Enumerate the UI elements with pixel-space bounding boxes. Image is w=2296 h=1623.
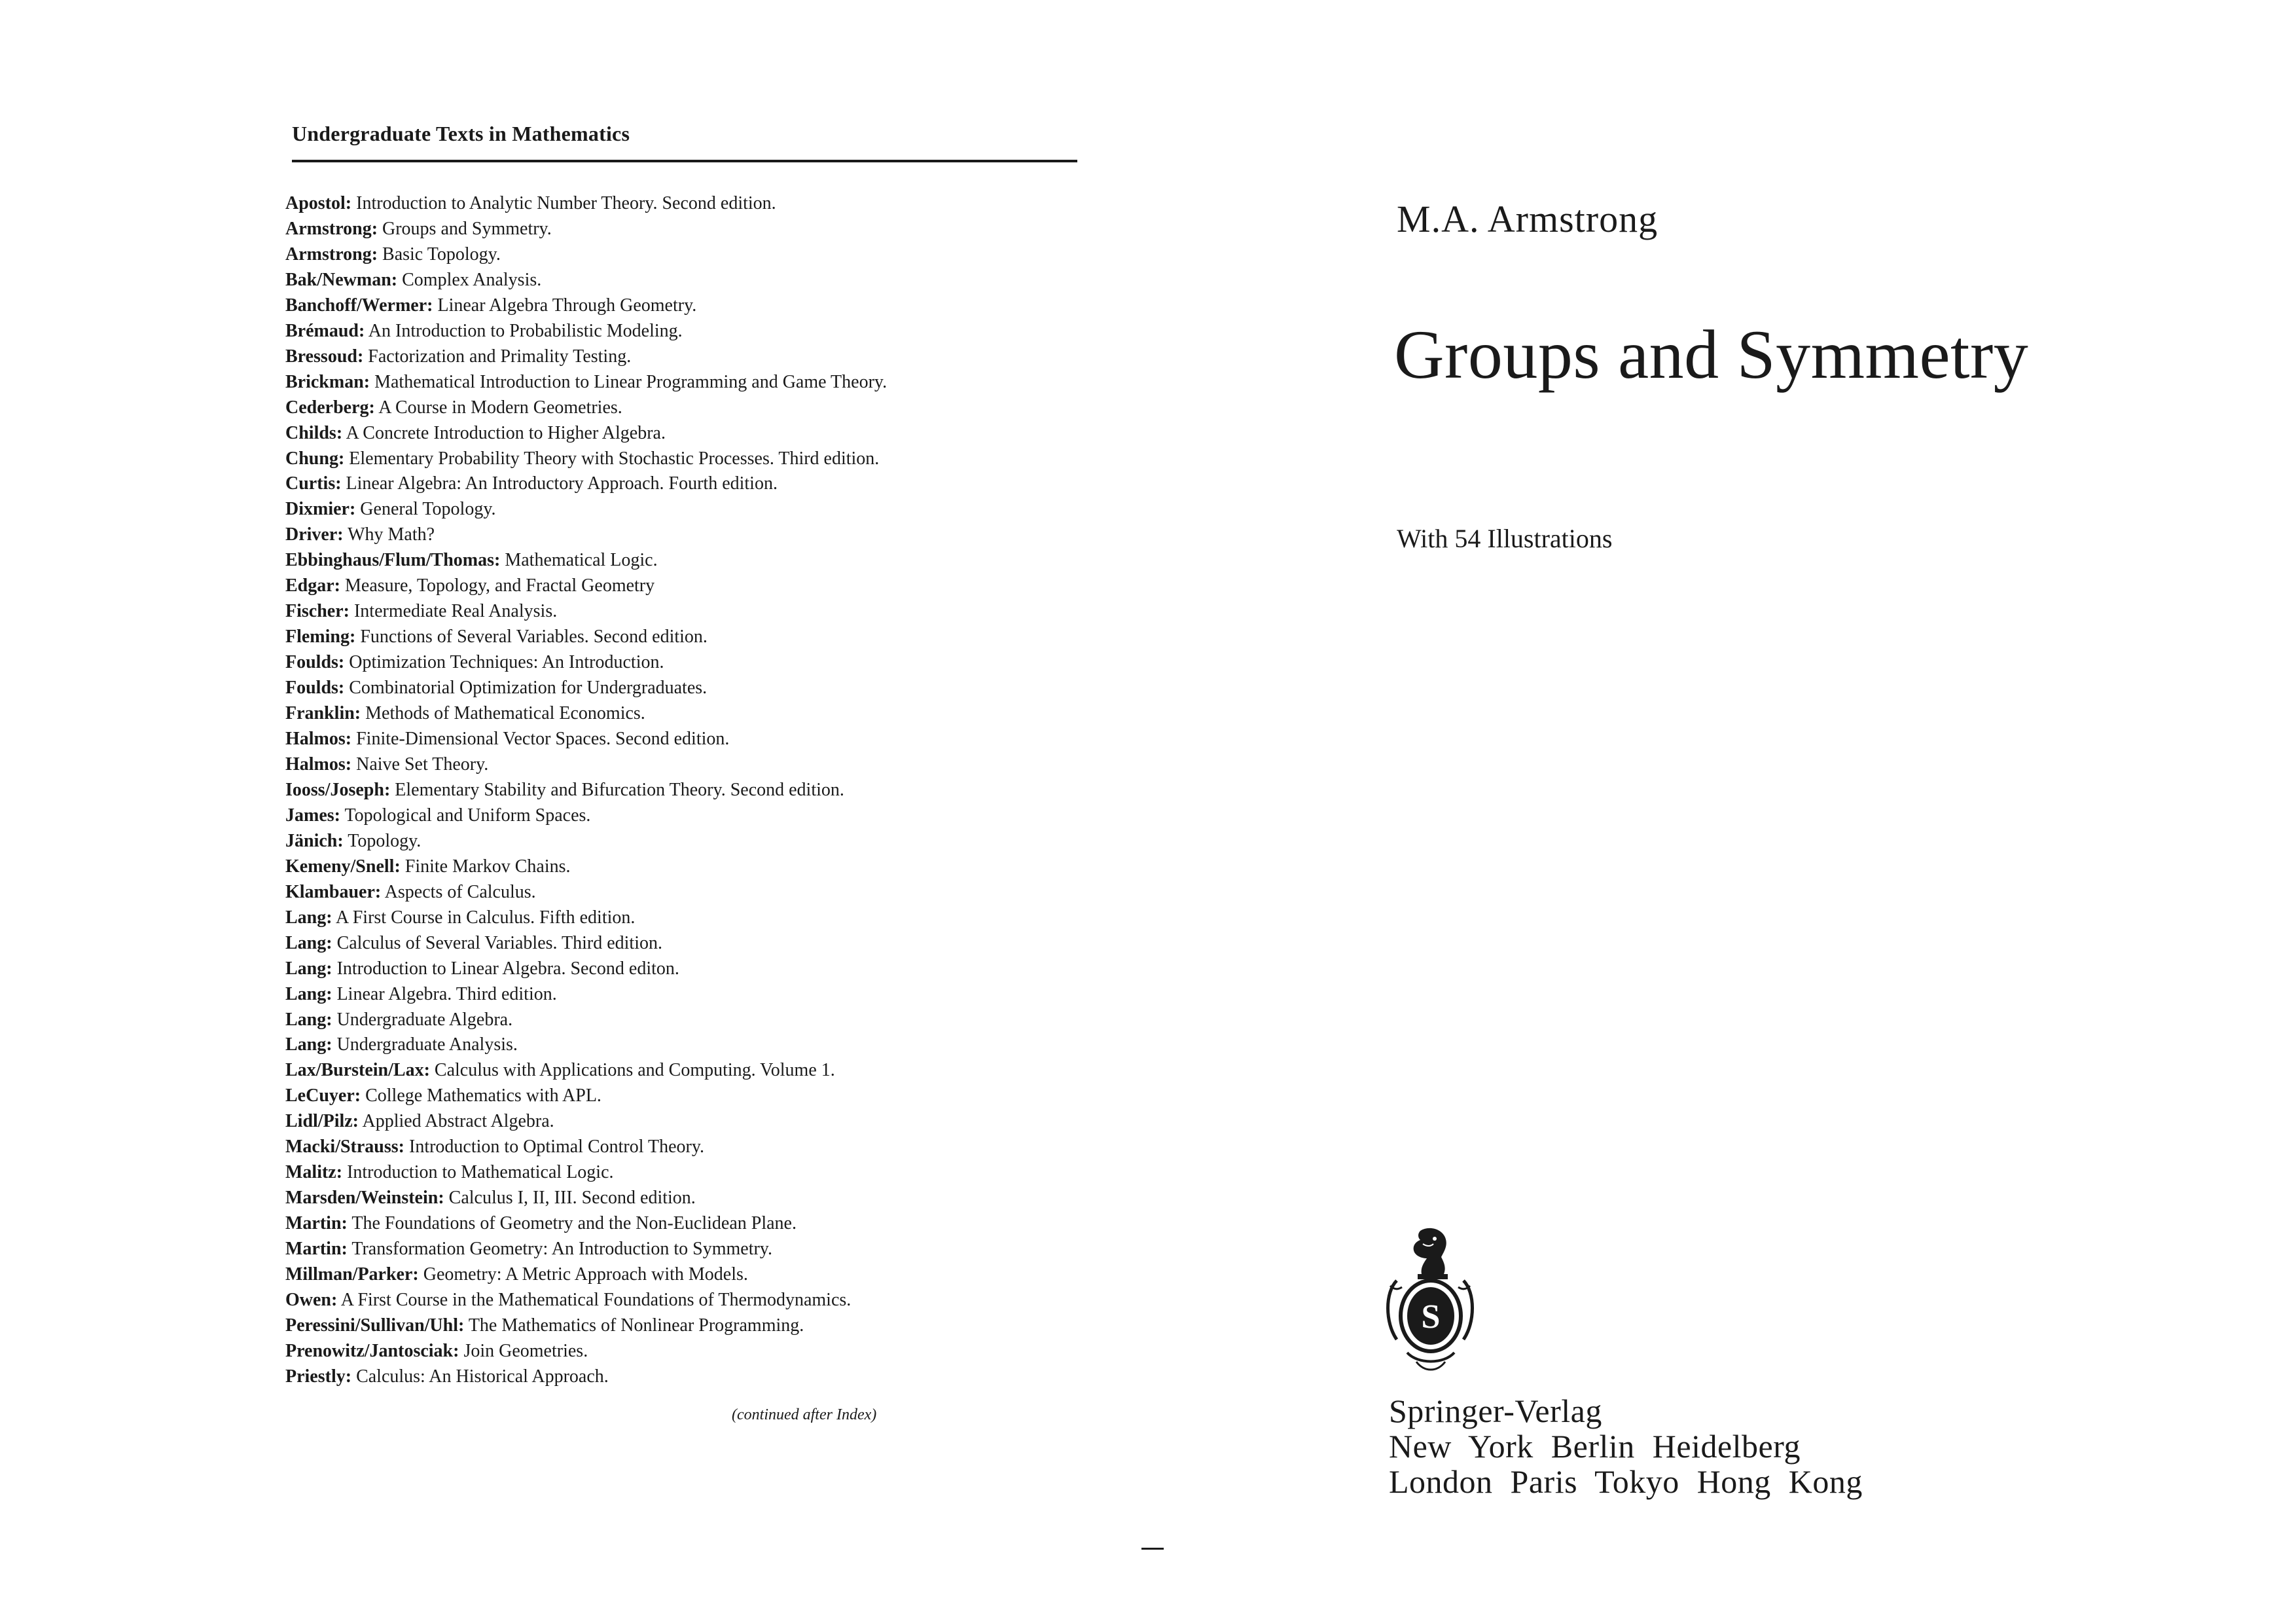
book-list-item [285,625,1136,650]
book-list-item [285,1211,1136,1237]
book-list-item [285,370,1136,395]
book-list-item [285,421,1136,447]
book-list-title: Finite Markov Chains. [404,856,571,877]
book-list-title: Optimization Techniques: An Introduction. [349,652,664,673]
book-list-author: Driver: [285,524,344,545]
book-list-title: Undergraduate Analysis. [336,1034,518,1055]
book-list-item [285,905,1136,931]
publisher-cities-line-2: London Paris Tokyo Hong Kong [1389,1463,1863,1500]
book-list-title: Complex Analysis. [402,269,542,290]
book-list-item [285,344,1136,370]
book-list-author: Lang: [285,932,332,953]
book-list-title: Introduction to Optimal Control Theory. [409,1137,705,1158]
book-list-title: Elementary Stability and Bifurcation Theory. Second edition. [395,779,844,800]
book-list-title: Combinatorial Optimization for Undergraduates. [349,678,708,699]
publisher-name: Springer-Verlag [1389,1393,1602,1429]
book-list-title: Calculus of Several Variables. Third edition. [336,932,662,953]
illustrations-note: With 54 Illustrations [1397,524,1613,553]
book-list-item [285,217,1136,242]
book-list-item [285,1032,1136,1058]
book-list-author: Malitz: [285,1162,343,1183]
book-list-author: Halmos: [285,754,352,775]
book-list-item [285,1313,1136,1339]
book-list-title: Topology. [348,830,422,851]
book-list-author: Foulds: [285,652,345,673]
book-list-author: Iooss/Joseph: [285,779,391,800]
book-list-author: James: [285,805,340,826]
book-list-author: Bak/Newman: [285,269,398,290]
book-list-title: Linear Algebra Through Geometry. [437,295,697,316]
book-list-item [285,395,1136,421]
book-list-item [285,293,1136,319]
book-list-title: A Concrete Introduction to Higher Algebra. [346,422,666,443]
book-list-item [285,319,1136,344]
book-list-author: Childs: [285,422,343,443]
book-list-title: Transformation Geometry: An Introduction to Symmetry. [351,1239,772,1260]
book-list-author: Brémaud: [285,320,365,341]
book-list-item [285,242,1136,268]
book-list-author: Lang: [285,907,332,928]
book-list-item [285,931,1136,957]
book-list-author: Lang: [285,983,332,1004]
book-list-title: Undergraduate Algebra. [336,1009,513,1030]
book-list-author: Armstrong: [285,218,378,239]
book-list-item [285,1084,1136,1109]
book-list-item [285,1008,1136,1033]
book-title: Groups and Symmetry [1394,316,2029,393]
book-list-item [285,957,1136,982]
book-list-title: Why Math? [348,524,435,545]
book-list-author: Jänich: [285,830,344,851]
book-list-author: Martin: [285,1239,348,1260]
book-list-title: An Introduction to Probabilistic Modeling. [368,320,683,341]
book-list-title: A First Course in Calculus. Fifth edition. [336,907,636,928]
book-list-author: Prenowitz/Jantosciak: [285,1340,459,1361]
book-list-author: Bressoud: [285,346,364,367]
book-list-title: Linear Algebra. Third edition. [336,983,557,1004]
book-list-item [285,447,1136,472]
book-list-author: Brickman: [285,371,370,392]
book-list-title: Finite-Dimensional Vector Spaces. Second edition. [356,729,730,750]
book-list-item [285,471,1136,497]
book-list-author: Priestly: [285,1366,352,1387]
book-list-item [285,650,1136,676]
book-list-item [285,599,1136,625]
book-list-item [285,701,1136,727]
book-list-author: Macki/Strauss: [285,1137,404,1158]
book-list-author: Fleming: [285,627,356,647]
book-list-title: Naive Set Theory. [356,754,489,775]
book-list-item [285,982,1136,1008]
book-list-author: Lang: [285,1009,332,1030]
book-list-title: Factorization and Primality Testing. [368,346,632,367]
book-list-item [285,268,1136,293]
book-list-author: Lang: [285,958,332,979]
book-list-item [285,1288,1136,1313]
book-list-author: Lax/Burstein/Lax: [285,1060,430,1081]
page-divider-mark [1141,1548,1164,1550]
book-list-author: Klambauer: [285,881,382,902]
book-list-title: Aspects of Calculus. [384,881,536,902]
book-list-author: Armstrong: [285,244,378,264]
publisher-block [1389,1393,1863,1499]
series-title: Undergraduate Texts in Mathematics [292,122,630,145]
book-list-item [285,854,1136,880]
book-list-item [285,829,1136,854]
book-list-title: Introduction to Mathematical Logic. [347,1162,614,1183]
book-list-author: Curtis: [285,473,342,494]
book-list-title: Intermediate Real Analysis. [353,601,558,622]
book-list-author: Chung: [285,448,345,469]
svg-text:S: S [1421,1298,1441,1336]
book-list-title: Linear Algebra: An Introductory Approach. Fourth edition. [346,473,778,494]
springer-knight-logo-icon [1381,1224,1479,1381]
book-list-title: Calculus I, II, III. Second edition. [448,1188,696,1209]
book-list-title: Basic Topology. [382,244,501,264]
book-list-title: Calculus with Applications and Computing. Volume 1. [434,1060,835,1081]
book-list-item [285,1364,1136,1390]
book-list-author: Banchoff/Wermer: [285,295,433,316]
book-list-item [285,1058,1136,1084]
book-list-item [285,676,1136,701]
book-list-author: Cederberg: [285,397,375,418]
book-list-title: Groups and Symmetry. [382,218,552,239]
book-list-author: Dixmier: [285,499,356,520]
book-list-item [285,1135,1136,1160]
book-list-title: Topological and Uniform Spaces. [344,805,591,826]
book-list-item [285,1109,1136,1135]
book-list-item [285,191,1136,217]
book-list-item [285,522,1136,548]
book-list-title: Mathematical Logic. [505,550,658,571]
book-list-item [285,880,1136,905]
book-list-author: Fischer: [285,601,350,622]
book-list-author: Marsden/Weinstein: [285,1188,444,1209]
book-list-title: Methods of Mathematical Economics. [365,703,645,724]
book-list-item [285,574,1136,599]
book-list-title: Applied Abstract Algebra. [362,1111,554,1132]
book-list-author: Kemeny/Snell: [285,856,401,877]
book-list-item [285,497,1136,522]
continued-note: (continued after Index) [732,1406,877,1423]
book-list-author: Edgar: [285,575,340,596]
book-author: M.A. Armstrong [1397,198,1659,240]
book-list-author: Owen: [285,1289,338,1310]
book-list-author: Lang: [285,1034,332,1055]
book-list-title: Calculus: An Historical Approach. [356,1366,609,1387]
book-list-author: LeCuyer: [285,1085,361,1106]
book-list-item [285,1339,1136,1364]
book-list-item [285,548,1136,574]
book-list-item [285,1160,1136,1186]
book-list-item [285,1186,1136,1211]
book-list-item [285,803,1136,829]
book-list-item [285,778,1136,803]
book-list-author: Ebbinghaus/Flum/Thomas: [285,550,501,571]
book-list-author: Franklin: [285,703,361,724]
book-list [285,191,1136,1390]
book-list-title: The Mathematics of Nonlinear Programming. [468,1315,804,1336]
book-list-title: Elementary Probability Theory with Stochastic Processes. Third edition. [349,448,880,469]
book-list-author: Peressini/Sullivan/Uhl: [285,1315,465,1336]
book-list-title: Geometry: A Metric Approach with Models. [423,1264,748,1285]
book-list-title: Functions of Several Variables. Second edition. [360,627,708,647]
book-list-item [285,727,1136,752]
book-list-title: Introduction to Analytic Number Theory. Second edition. [356,193,776,213]
book-list-title: Measure, Topology, and Fractal Geometry [345,575,655,596]
book-list-title: The Foundations of Geometry and the Non-Euclidean Plane. [351,1213,797,1234]
book-list-item [285,752,1136,778]
book-list-author: Millman/Parker: [285,1264,419,1285]
book-list-author: Halmos: [285,729,352,750]
book-list-title: General Topology. [360,499,496,520]
book-list-title: A First Course in the Mathematical Foundations of Thermodynamics. [340,1289,852,1310]
header-rule [292,160,1077,162]
book-list-title: Introduction to Linear Algebra. Second editon. [336,958,679,979]
publisher-cities-line-1: New York Berlin Heidelberg [1389,1428,1801,1465]
book-list-title: Mathematical Introduction to Linear Programming and Game Theory. [374,371,888,392]
book-list-title: College Mathematics with APL. [365,1085,601,1106]
book-list-author: Apostol: [285,193,352,213]
book-list-author: Martin: [285,1213,348,1234]
book-list-author: Foulds: [285,678,345,699]
book-list-author: Lidl/Pilz: [285,1111,359,1132]
book-list-title: A Course in Modern Geometries. [378,397,622,418]
book-list-title: Join Geometries. [463,1340,588,1361]
book-list-item [285,1237,1136,1262]
book-list-item [285,1262,1136,1288]
